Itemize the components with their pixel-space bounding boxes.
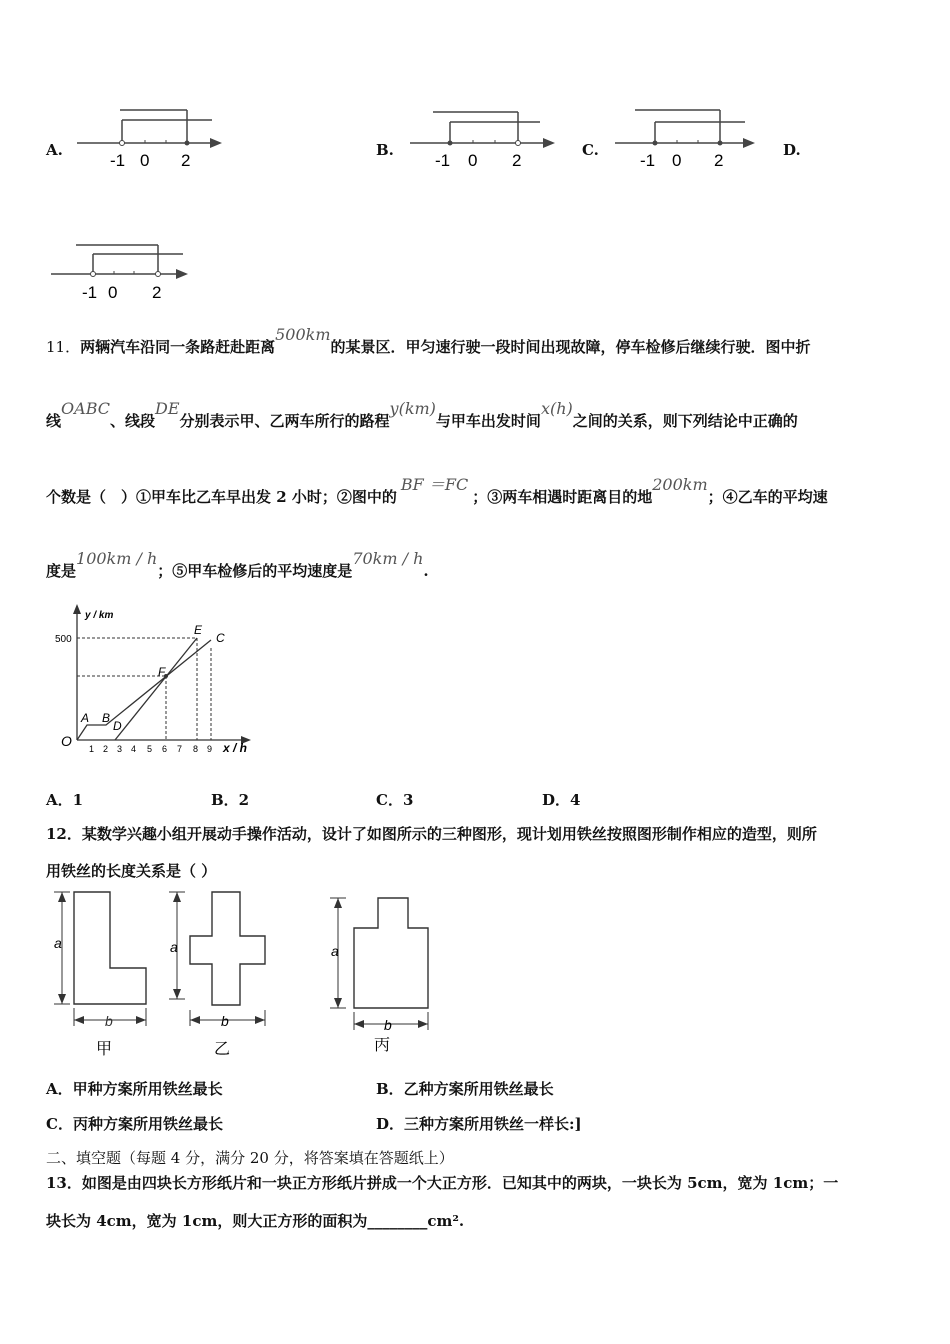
q12-figures	[44, 886, 464, 1061]
q13-line-2: 块长为 4cm，宽为 1cm，则大正方形的面积为________cm².	[46, 1212, 465, 1230]
svg-text:6: 6	[162, 744, 168, 754]
tick-label: 2	[512, 151, 522, 170]
svg-text:7: 7	[177, 744, 183, 754]
svg-text:a: a	[331, 943, 339, 959]
x-ticks	[89, 744, 212, 754]
q11-answer-b: B．2	[211, 791, 250, 809]
origin-label: O	[61, 733, 72, 749]
q10-number-line-d	[48, 236, 208, 311]
tick-label: -1	[640, 151, 656, 170]
tick-label: 2	[714, 151, 724, 170]
math-500km: 500km	[275, 325, 331, 344]
tick-label: -1	[435, 151, 451, 170]
tick-label: 0	[468, 151, 478, 170]
q11-line-3: 个数是（ ）①甲车比乙车早出发 2 小时；②图中的BF ＝FC；③两车相遇时距离目的地200km；④乙车的平均速	[46, 475, 828, 506]
point-d: D	[113, 719, 122, 733]
figure-jia	[54, 892, 146, 1058]
tick-label: 0	[140, 151, 150, 170]
tick-label: 0	[672, 151, 682, 170]
point-b: B	[102, 711, 111, 725]
q10-option-c-label: C.	[582, 141, 599, 159]
point-e: E	[194, 623, 203, 637]
svg-text:丙: 丙	[374, 1037, 391, 1054]
q10-number-line-a	[72, 100, 232, 175]
q11-distance-time-graph	[55, 600, 265, 760]
q12-line-1: 12．某数学兴趣小组开展动手操作活动，设计了如图所示的三种图形，现计划用铁丝按照图形制作相应的造型，则所	[46, 825, 817, 843]
tick-label: -1	[110, 151, 126, 170]
q11-answer-d: D．4	[542, 791, 581, 809]
q11-line-4: 度是100km / h；⑤甲车检修后的平均速度是70km / h.	[46, 549, 429, 580]
svg-text:b: b	[221, 1013, 229, 1029]
svg-text:乙: 乙	[214, 1041, 231, 1058]
q10-option-b-label: B.	[376, 141, 394, 159]
svg-text:3: 3	[117, 744, 123, 754]
point-f: F	[158, 665, 166, 679]
tick-label: 2	[181, 151, 191, 170]
q13-line-1: 13．如图是由四块长方形纸片和一块正方形纸片拼成一个大正方形．已知其中的两块，一块长为 5cm，宽为 1cm；一	[46, 1174, 839, 1192]
q10-option-d-label: D.	[783, 141, 801, 159]
q10-option-a-label: A.	[46, 141, 63, 159]
svg-text:b: b	[105, 1013, 113, 1029]
q12-answer-c: C．丙种方案所用铁丝最长	[46, 1115, 223, 1133]
svg-text:a: a	[54, 935, 62, 951]
svg-text:9: 9	[207, 744, 213, 754]
q12-line-2: 用铁丝的长度关系是（ ）	[46, 862, 217, 880]
tick-label: -1	[82, 283, 98, 302]
svg-text:8: 8	[193, 744, 199, 754]
svg-text:a: a	[170, 939, 178, 955]
point-a: A	[81, 711, 90, 725]
q12-answer-a: A．甲种方案所用铁丝最长	[46, 1080, 223, 1098]
q11-answer-c: C．3	[376, 791, 414, 809]
y-axis-label: y / km	[85, 610, 114, 621]
x-axis-label: x / h	[223, 741, 248, 755]
svg-text:甲: 甲	[96, 1041, 113, 1058]
figure-bing	[330, 898, 428, 1054]
q11-answer-a: A．1	[46, 791, 84, 809]
svg-text:5: 5	[147, 744, 153, 754]
q10-number-line-b	[405, 100, 565, 175]
q12-answer-b: B．乙种方案所用铁丝最长	[376, 1080, 554, 1098]
section-2-heading: 二、填空题（每题 4 分，满分 20 分，将答案填在答题纸上）	[46, 1149, 454, 1167]
tick-label: 2	[152, 283, 162, 302]
point-c: C	[216, 631, 225, 645]
q11-line-2: 线OABC、线段DE分别表示甲、乙两车所行的路程y(km)与甲车出发时间x(h)之间的关系，则下列结论中正确的	[46, 399, 798, 430]
q10-number-line-c	[610, 100, 770, 175]
y-tick-500: 500	[55, 634, 72, 645]
tick-label: 0	[108, 283, 118, 302]
svg-text:4: 4	[131, 744, 137, 754]
figure-yi	[169, 892, 265, 1058]
q12-answer-d: D．三种方案所用铁丝一样长:]	[376, 1115, 582, 1133]
svg-text:2: 2	[103, 744, 109, 754]
svg-text:1: 1	[89, 744, 95, 754]
svg-text:b: b	[384, 1017, 392, 1033]
q11-line-1: 11．两辆汽车沿同一条路赶赴距离500km的某景区．甲匀速行驶一段时间出现故障，停车检修后继续行驶．图中折	[46, 325, 811, 356]
